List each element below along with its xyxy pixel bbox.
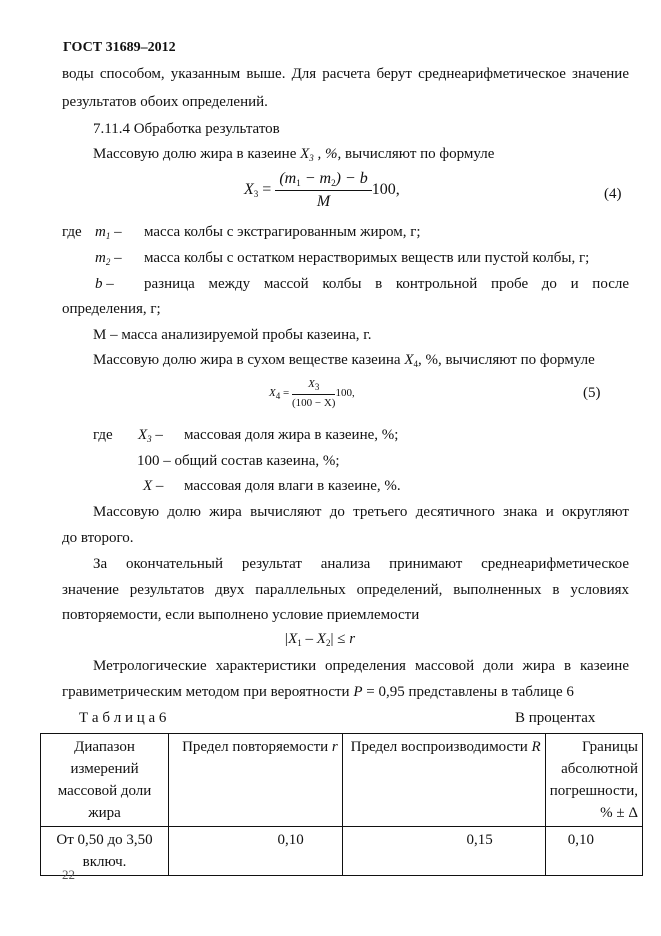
- paragraph-line: За окончательный результат анализа принимают среднеарифметическое: [93, 556, 629, 572]
- def-x3-symbol: $X_3$ –: [138, 427, 163, 444]
- def-m1-text: масса колбы с экстрагированным жиром, г;: [144, 224, 421, 240]
- def-m2-text: масса колбы с остатком нерастворимых веществ или пустой колбы, г;: [144, 250, 590, 266]
- paragraph-line: гравиметрическим методом при вероятности P = 0,95 представлены в таблице 6: [62, 684, 574, 700]
- def-m2-symbol: $m_2$ –: [95, 250, 122, 267]
- def-x3-text: массовая доля жира в казеине, %;: [184, 427, 399, 443]
- table-6: [40, 733, 643, 876]
- page-number: 22: [62, 867, 75, 882]
- paragraph-line: повторяемости, если выполнено условие приемлемости: [62, 607, 420, 623]
- table-header-row: [41, 734, 643, 827]
- table-cell: 0,10: [169, 827, 343, 876]
- acceptance-condition: $|X_1 - X_2| \le r$: [284, 631, 356, 648]
- formula4-intro: Массовую долю жира в казеине $X_3$ , %, вычисляют по формуле: [93, 146, 495, 163]
- table-header-cell: Диапазон измерений массовой доли жира: [41, 734, 169, 827]
- formula-5: $X_4$ = $\frac{X_3}{(100 - X)}$ 100,: [269, 378, 355, 409]
- def-m1-symbol: $m_1$ –: [95, 224, 122, 241]
- table-caption: Т а б л и ц а 6: [79, 710, 167, 726]
- formula5-intro: Массовую долю жира в сухом веществе казеина $X_4$, %, вычисляют по формуле: [93, 352, 595, 369]
- paragraph-line: результатов обоих определений.: [62, 94, 268, 110]
- table-units: В процентах: [515, 710, 596, 726]
- paragraph-line: до второго.: [62, 530, 134, 546]
- defs-where: где: [62, 224, 82, 240]
- def-x-symbol: X –: [143, 478, 164, 494]
- def-b-symbol: b –: [95, 276, 114, 292]
- table-cell: 0,15: [342, 827, 545, 876]
- formula-4-number: (4): [604, 186, 622, 202]
- document-header: ГОСТ 31689–2012: [63, 40, 176, 55]
- formula-5-fraction: $\frac{X_3}{(100 - X)}$: [291, 378, 336, 409]
- paragraph-line: значение результатов двух параллельных определений, выполненных в условиях: [62, 582, 629, 598]
- def-hundred: 100 – общий состав казеина, %;: [137, 453, 340, 469]
- table-cell: От 0,50 до 3,50 включ.: [41, 827, 169, 876]
- formula-5-number: (5): [583, 385, 601, 401]
- table-header-cell: Границы абсолютной погрешности, % ± Δ: [545, 734, 642, 827]
- table-header-cell: Предел повторяемости r: [169, 734, 343, 827]
- paragraph-line: воды способом, указанным выше. Для расчета берут среднеарифметическое значение: [62, 66, 629, 82]
- table-cell: 0,10: [545, 827, 642, 876]
- defs2-where: где: [93, 427, 113, 443]
- formula-4-fraction: $\frac{(m_1 - m_2) - b}{M}$: [275, 170, 371, 211]
- table-header-cell: Предел воспроизводимости R: [342, 734, 545, 827]
- paragraph-line: Метрологические характеристики определения массовой доли жира в казеине: [93, 658, 629, 674]
- section-heading: 7.11.4 Обработка результатов: [93, 121, 280, 137]
- formula-4: $X_3$ = $\frac{(m_1 - m_2) - b}{M}$ 100,: [244, 170, 400, 210]
- def-x-text: массовая доля влаги в казеине, %.: [184, 478, 401, 494]
- def-b-text-cont: определения, г;: [62, 301, 161, 317]
- def-M: М – масса анализируемой пробы казеина, г.: [93, 327, 372, 343]
- table-row: [41, 827, 643, 876]
- def-b-text: разница между массой колбы в контрольной пробе до и после: [144, 276, 629, 292]
- paragraph-line: Массовую долю жира вычисляют до третьего десятичного знака и округляют: [93, 504, 629, 520]
